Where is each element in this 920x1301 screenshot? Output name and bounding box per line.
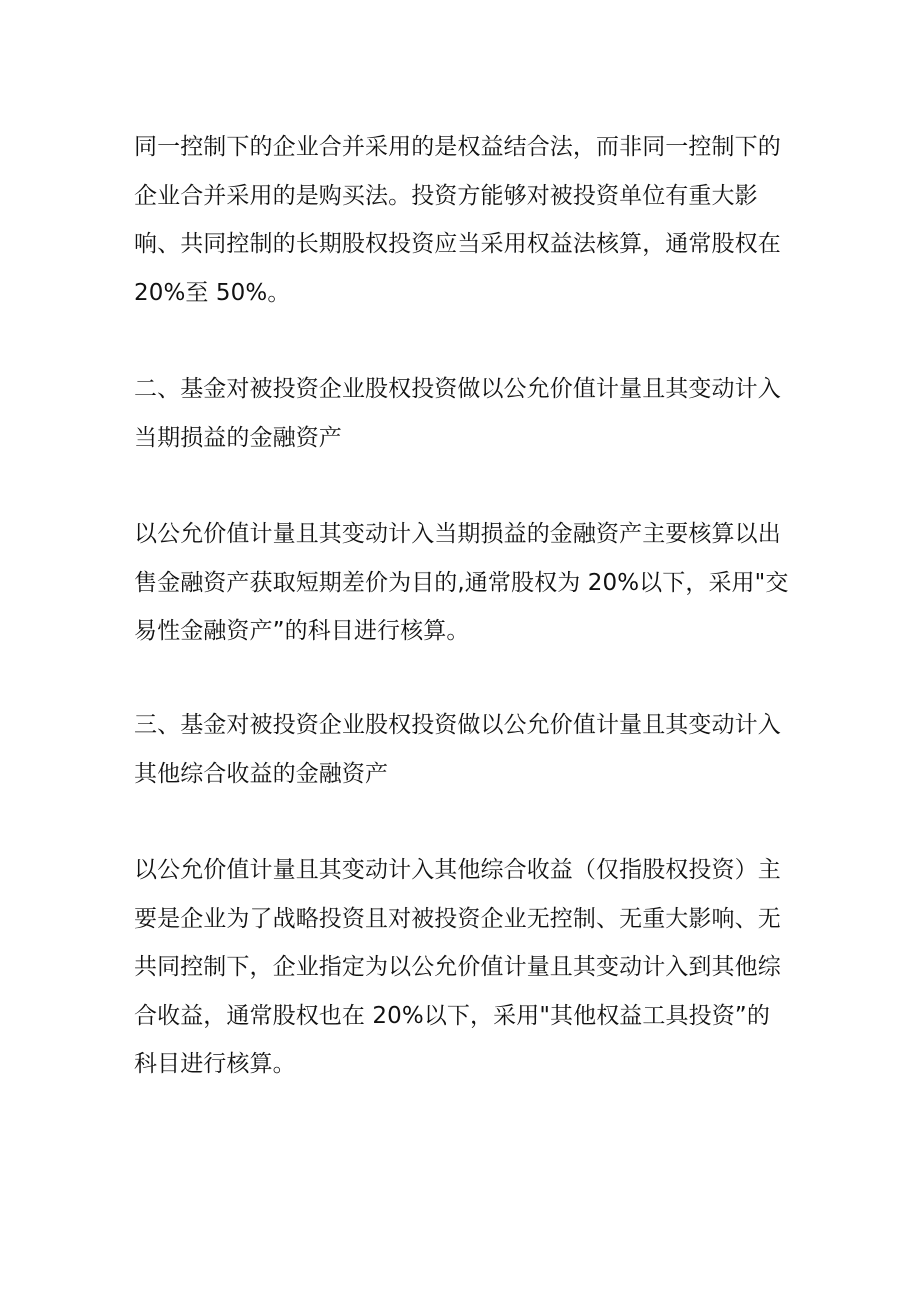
heading-line: 当期损益的金融资产 bbox=[134, 424, 342, 451]
paragraph-trading-financial-assets bbox=[134, 510, 792, 656]
text-line: 易性金融资产”的科目进行核算。 bbox=[134, 618, 470, 644]
text-line: 同一控制下的企业合并采用的是权益结合法，而非同一控制下的 bbox=[134, 134, 781, 160]
heading-line: 三、基金对被投资企业股权投资做以公允价值计量且其变动计入 bbox=[134, 712, 781, 738]
text-line: 要是企业为了战略投资且对被投资企业无控制、无重大影响、无 bbox=[134, 905, 781, 932]
text-line: 企业合并采用的是购买法。投资方能够对被投资单位有重大影 bbox=[134, 182, 758, 209]
text-line: 以公允价值计量且其变动计入当期损益的金融资产主要核算以出 bbox=[134, 521, 781, 547]
text-line: 以公允价值计量且其变动计入其他综合收益（仅指股权投资）主 bbox=[134, 857, 781, 883]
heading-line: 其他综合收益的金融资产 bbox=[134, 760, 389, 787]
section-heading-3 bbox=[134, 701, 792, 798]
section-heading-2 bbox=[134, 365, 792, 462]
paragraph-other-equity-instruments bbox=[134, 846, 792, 1089]
text-line: 响、共同控制的长期股权投资应当采用权益法核算，通常股权在 bbox=[134, 231, 781, 257]
text-line: 售金融资产获取短期差价为目的,通常股权为 20%以下，采用"交 bbox=[134, 569, 789, 596]
text-line: 20%至 50%。 bbox=[134, 279, 291, 306]
text-line: 合收益，通常股权也在 20%以下，采用"其他权益工具投资”的 bbox=[134, 1002, 770, 1029]
paragraph-merger-methods bbox=[134, 123, 792, 317]
heading-line: 二、基金对被投资企业股权投资做以公允价值计量且其变动计入 bbox=[134, 376, 781, 402]
text-line: 科目进行核算。 bbox=[134, 1051, 296, 1077]
text-line: 共同控制下，企业指定为以公允价值计量且其变动计入到其他综 bbox=[134, 954, 781, 980]
